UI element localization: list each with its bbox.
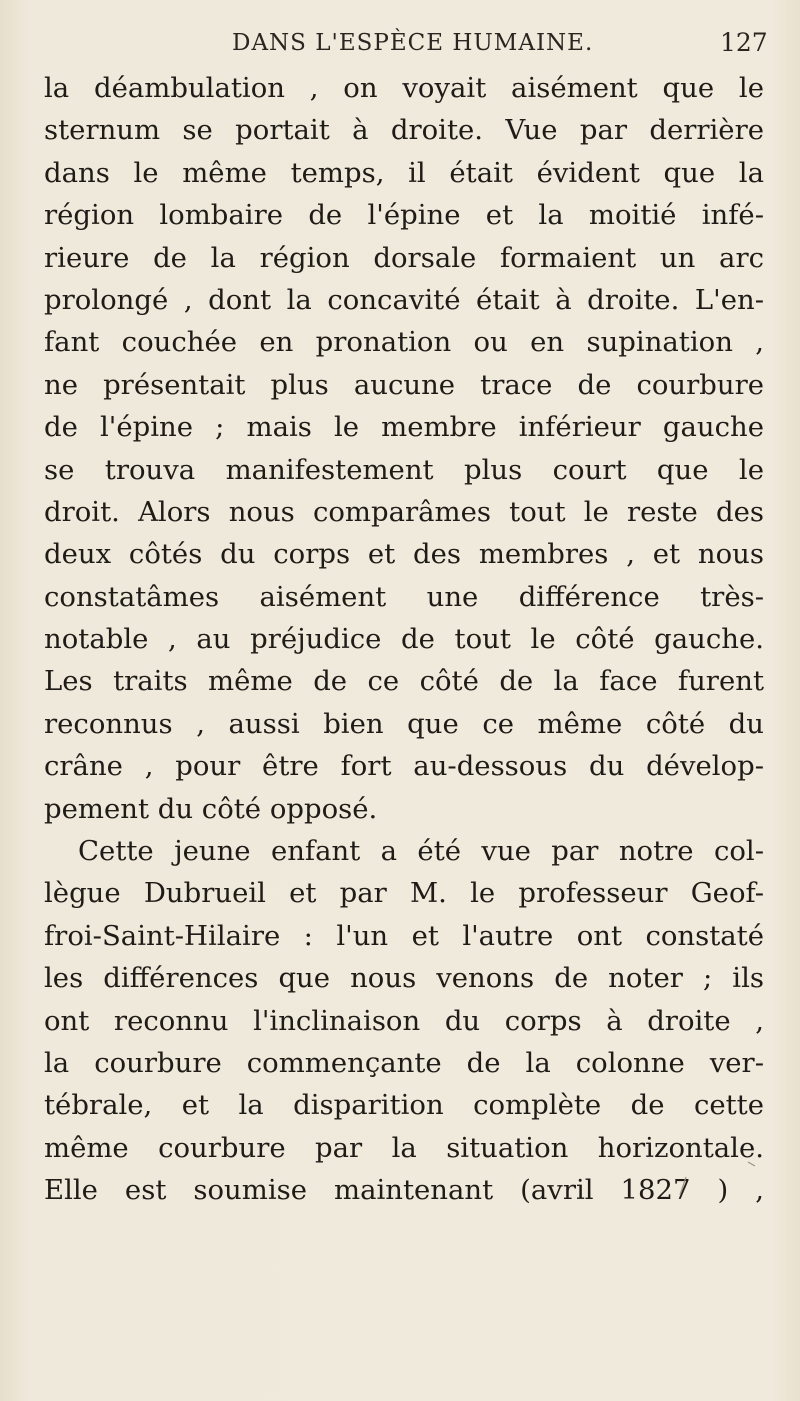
page-number: 127 — [720, 28, 768, 57]
text-line: ont reconnu l'inclinaison du corps à droite , — [44, 1004, 764, 1037]
text-line: région lombaire de l'épine et la moitié infé- — [44, 199, 764, 232]
text-line: fant couchée en pronation ou en supination , — [44, 326, 764, 359]
body-text — [44, 67, 764, 1212]
text-line: pement du côté opposé. — [44, 792, 378, 825]
ink-speck-mark — [676, 1175, 690, 1199]
text-line: lègue Dubrueil et par M. le professeur Geof- — [44, 877, 764, 910]
text-line: la déambulation , on voyait aisément que le — [44, 72, 764, 104]
text-line: se trouva manifestement plus court que le — [44, 453, 764, 486]
running-head — [0, 28, 800, 68]
ink-speck-mark — [746, 1159, 758, 1171]
text-line: notable , au préjudice de tout le côté gauche. — [44, 623, 764, 656]
text-line: reconnus , aussi bien que ce même côté du — [44, 707, 764, 740]
text-line: tébrale, et la disparition complète de cette — [44, 1089, 764, 1122]
text-line: deux côtés du corps et des membres , et nous — [44, 538, 764, 571]
text-line: droit. Alors nous comparâmes tout le reste des — [44, 495, 764, 528]
text-line: ne présentait plus aucune trace de courbure — [44, 368, 764, 401]
text-line: sternum se portait à droite. Vue par derrière — [44, 114, 764, 147]
text-line: froi-Saint-Hilaire : l'un et l'autre ont constaté — [44, 919, 764, 952]
text-line: les différences que nous venons de noter ; ils — [44, 962, 764, 995]
paragraph-first-line: Cette jeune enfant a été vue par notre col- — [78, 835, 764, 868]
text-line: Les traits même de ce côté de la face furent — [44, 665, 764, 698]
text-line: de l'épine ; mais le membre inférieur gauche — [44, 411, 764, 444]
text-line: constatâmes aisément une différence très- — [44, 580, 764, 613]
text-line: rieure de la région dorsale formaient un arc — [44, 241, 764, 274]
running-title: DANS L'ESPÈCE HUMAINE. — [232, 30, 594, 56]
text-line: prolongé , dont la concavité était à droite. L'en- — [44, 283, 764, 316]
text-line: la courbure commençante de la colonne ver- — [44, 1046, 764, 1079]
text-line: même courbure par la situation horizontale. — [44, 1131, 764, 1164]
text-line: Elle est soumise maintenant (avril 1827 ) , — [44, 1174, 764, 1207]
text-line: dans le même temps, il était évident que la — [44, 156, 764, 189]
text-line: crâne , pour être fort au-dessous du dévelop- — [44, 750, 764, 783]
